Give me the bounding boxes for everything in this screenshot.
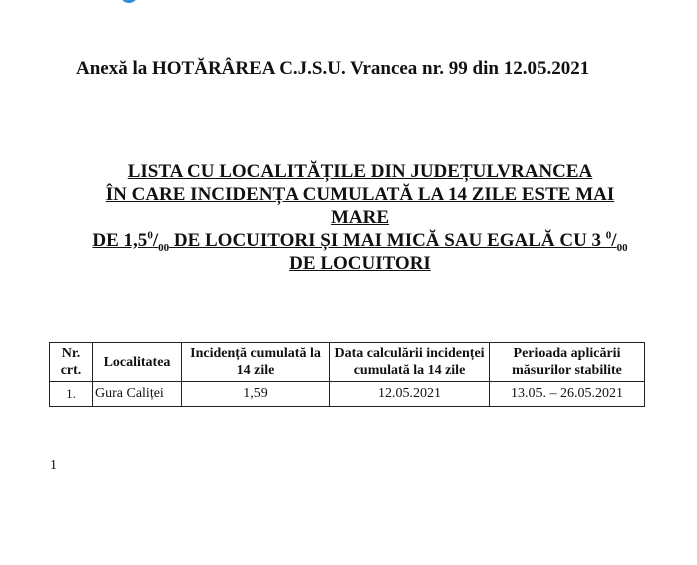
cell-nr-crt: 1.	[50, 382, 93, 407]
permyriad-sup-2: 0	[605, 229, 612, 242]
permyriad-sub-1: 00	[158, 241, 170, 254]
title-line-2: ÎN CARE INCIDENȚA CUMULATĂ LA 14 ZILE ESTE MAI	[105, 184, 615, 205]
cell-incidenta: 1,59	[182, 382, 330, 407]
table-header-row	[50, 343, 645, 382]
annex-reference: Anexă la HOTĂRÂREA C.J.S.U. Vrancea nr. 99 din 12.05.2021	[76, 58, 590, 79]
title-line-4-part-a: DE 1,5	[92, 230, 148, 251]
table-row	[50, 382, 645, 407]
header-data-calcularii: Data calculării incidenței cumulată la 14 zile	[330, 343, 490, 382]
corner-mark	[120, 0, 138, 3]
title-line-3: MARE	[330, 207, 390, 228]
title-line-1: LISTA CU LOCALITĂȚILE DIN JUDEȚULVRANCEA	[127, 161, 593, 182]
header-nr-crt: Nr. crt.	[50, 343, 93, 382]
cell-perioada: 13.05. – 26.05.2021	[490, 382, 645, 407]
header-incidenta: Incidență cumulată la 14 zile	[182, 343, 330, 382]
title-line-4	[40, 229, 680, 252]
header-localitatea: Localitatea	[93, 343, 182, 382]
cell-localitatea: Gura Caliței	[93, 382, 182, 407]
title-line-5: DE LOCUITORI	[289, 253, 431, 274]
document-title	[40, 160, 680, 275]
permyriad-slash-1: /	[152, 230, 159, 251]
localities-table	[49, 342, 645, 407]
permyriad-sub-2: 00	[616, 241, 628, 254]
cell-data-calcularii: 12.05.2021	[330, 382, 490, 407]
permyriad-slash-2: /	[611, 230, 617, 251]
title-line-4-part-b: DE LOCUITORI ȘI MAI MICĂ SAU EGALĂ CU 3	[169, 230, 606, 251]
page-number: 1	[50, 458, 57, 473]
header-perioada: Perioada aplicării măsurilor stabilite	[490, 343, 645, 382]
permyriad-sup-1: 0	[147, 229, 153, 242]
